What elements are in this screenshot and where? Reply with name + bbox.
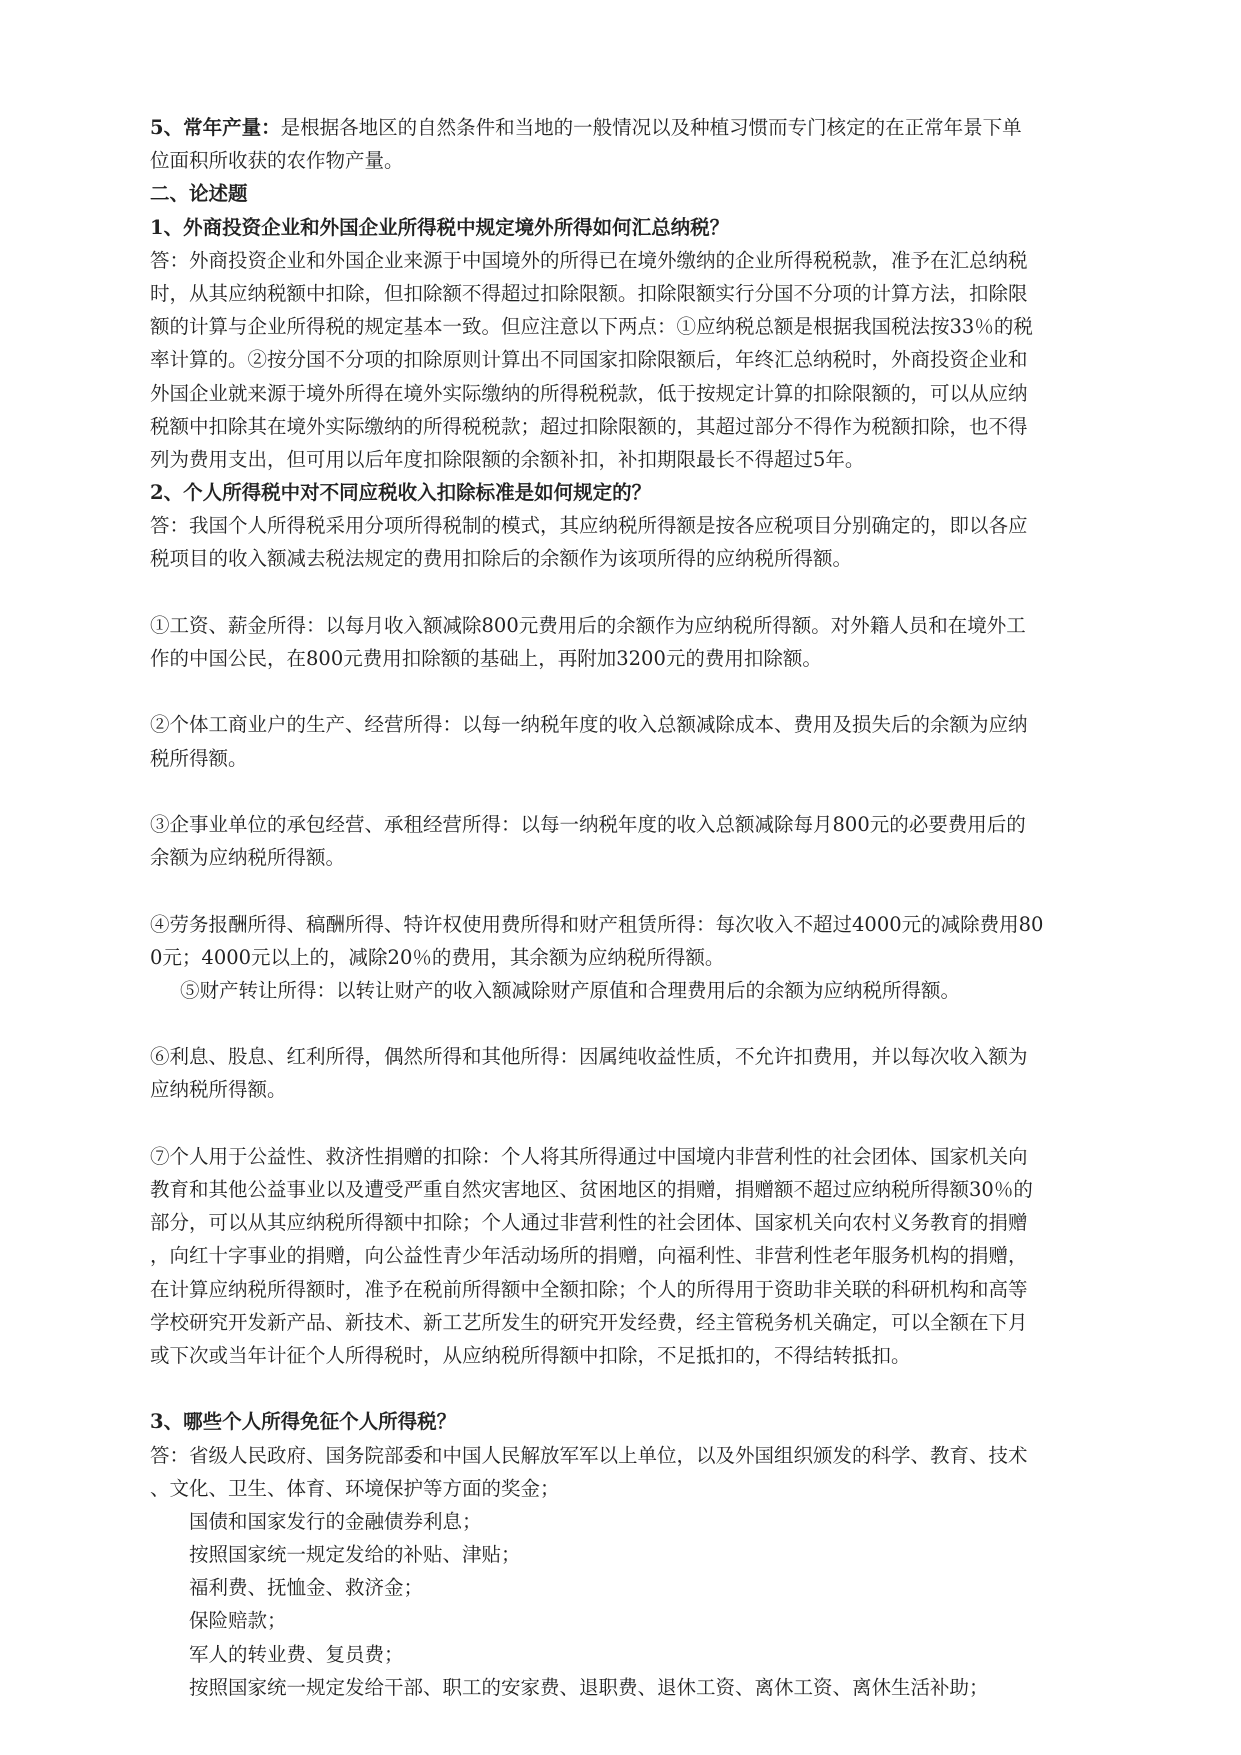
- text-line: ⑦个人用于公益性、救济性捐赠的扣除：个人将其所得通过中国境内非营利性的社会团体、国家机关向: [150, 1144, 1028, 1168]
- text-line: 率计算的。②按分国不分项的扣除原则计算出不同国家扣除限额后，年终汇总纳税时，外商投资企业和: [150, 348, 1028, 372]
- text-line: 作的中国公民，在800元费用扣除额的基础上，再附加3200元的费用扣除额。: [150, 647, 822, 670]
- text-line: 、文化、卫生、体育、环境保护等方面的奖金；: [150, 1476, 560, 1500]
- text-line: 外国企业就来源于境外所得在境外实际缴纳的所得税税款，低于按规定计算的扣除限额的，可以从应纳: [150, 381, 1028, 405]
- text-line: 部分，可以从其应纳税所得额中扣除；个人通过非营利性的社会团体、国家机关向农村义务教育的捐赠: [150, 1211, 1028, 1235]
- text-line: 应纳税所得额。: [150, 1078, 287, 1102]
- text-line: 位面积所收获的农作物产量。: [150, 149, 404, 173]
- text-line: ⑤财产转让所得：以转让财产的收入额减除财产原值和合理费用后的余额为应纳税所得额。: [180, 978, 961, 1002]
- blank-line: [150, 1372, 1130, 1405]
- text-line: [150, 111, 1130, 144]
- blank-line: [150, 675, 1130, 708]
- text-line: 国债和国家发行的金融债券利息；: [189, 1509, 482, 1533]
- text-line: 列为费用支出，但可用以后年度扣除限额的余额补扣，补扣期限最长不得超过5年。: [150, 447, 865, 471]
- text-line: 军人的转业费、复员费；: [189, 1642, 404, 1666]
- text-line: 教育和其他公益事业以及遭受严重自然灾害地区、贫困地区的捐赠，捐赠额不超过应纳税所得额30％的: [150, 1178, 1033, 1201]
- section-heading: 3、哪些个人所得免征个人所得税？: [150, 1410, 457, 1434]
- blank-line: [150, 576, 1130, 609]
- blank-line: [150, 775, 1130, 808]
- text-line: 时，从其应纳税额中扣除，但扣除额不得超过扣除限额。扣除限额实行分国不分项的计算方法，扣除限: [150, 281, 1028, 305]
- document-page: [150, 111, 1130, 1704]
- text-line: 或下次或当年计征个人所得税时，从应纳税所得额中扣除，不足抵扣的，不得结转抵扣。: [150, 1343, 911, 1367]
- text-line: ，向红十字事业的捐赠，向公益性青少年活动场所的捐赠，向福利性、非营利性老年服务机构的捐赠，: [150, 1244, 1028, 1268]
- text-line: ③企事业单位的承包经营、承租经营所得：以每一纳税年度的收入总额减除每月800元的必要费用后的: [150, 812, 1026, 836]
- blank-line: [150, 1007, 1130, 1040]
- text-line: 额的计算与企业所得税的规定基本一致。但应注意以下两点：①应纳税总额是根据我国税法按33％的税: [150, 315, 1033, 339]
- text-line: 答：省级人民政府、国务院部委和中国人民解放军军以上单位，以及外国组织颁发的科学、教育、技术: [150, 1443, 1028, 1467]
- text-segment: 是根据各地区的自然条件和当地的一般情况以及种植习惯而专门核定的在正常年景下单: [280, 116, 1022, 139]
- text-line: 保险赔款；: [189, 1609, 287, 1633]
- text-line: ②个体工商业户的生产、经营所得：以每一纳税年度的收入总额减除成本、费用及损失后的余额为应纳: [150, 713, 1028, 737]
- text-line: 按照国家统一规定发给的补贴、津贴；: [189, 1543, 521, 1567]
- term-label: 5、常年产量：: [150, 116, 281, 139]
- blank-line: [150, 1107, 1130, 1140]
- text-line: 学校研究开发新产品、新技术、新工艺所发生的研究开发经费，经主管税务机关确定，可以全额在下月: [150, 1310, 1028, 1334]
- text-line: 税所得额。: [150, 746, 248, 770]
- text-line: ④劳务报酬所得、稿酬所得、特许权使用费所得和财产租赁所得：每次收入不超过4000元的减除费用80: [150, 912, 1044, 936]
- text-line: 0元；4000元以上的，减除20％的费用，其余额为应纳税所得额。: [150, 945, 725, 969]
- text-line: ⑥利息、股息、红利所得，偶然所得和其他所得：因属纯收益性质，不允许扣费用，并以每次收入额为: [150, 1045, 1028, 1069]
- text-line: 福利费、抚恤金、救济金；: [189, 1576, 424, 1600]
- text-line: 税额中扣除其在境外实际缴纳的所得税税款；超过扣除限额的，其超过部分不得作为税额扣除，也不得: [150, 414, 1028, 438]
- section-heading: 2、个人所得税中对不同应税收入扣除标准是如何规定的？: [150, 481, 652, 505]
- section-heading: 1、外商投资企业和外国企业所得税中规定境外所得如何汇总纳税？: [150, 215, 730, 239]
- text-line: 答：外商投资企业和外国企业来源于中国境外的所得已在境外缴纳的企业所得税税款，准予在汇总纳税: [150, 248, 1028, 272]
- section-heading: 二、论述题: [150, 182, 248, 206]
- text-line: 按照国家统一规定发给干部、职工的安家费、退职费、退休工资、离休工资、离休生活补助；: [189, 1675, 989, 1699]
- text-line: 答：我国个人所得税采用分项所得税制的模式，其应纳税所得额是按各应税项目分别确定的，即以各应: [150, 514, 1028, 538]
- text-line: 税项目的收入额减去税法规定的费用扣除后的余额作为该项所得的应纳税所得额。: [150, 547, 853, 571]
- text-line: ①工资、薪金所得：以每月收入额减除800元费用后的余额作为应纳税所得额。对外籍人员和在境外工: [150, 613, 1026, 637]
- text-line: 余额为应纳税所得额。: [150, 846, 346, 870]
- text-line: 在计算应纳税所得额时，准予在税前所得额中全额扣除；个人的所得用于资助非关联的科研机构和高等: [150, 1277, 1028, 1301]
- blank-line: [150, 874, 1130, 907]
